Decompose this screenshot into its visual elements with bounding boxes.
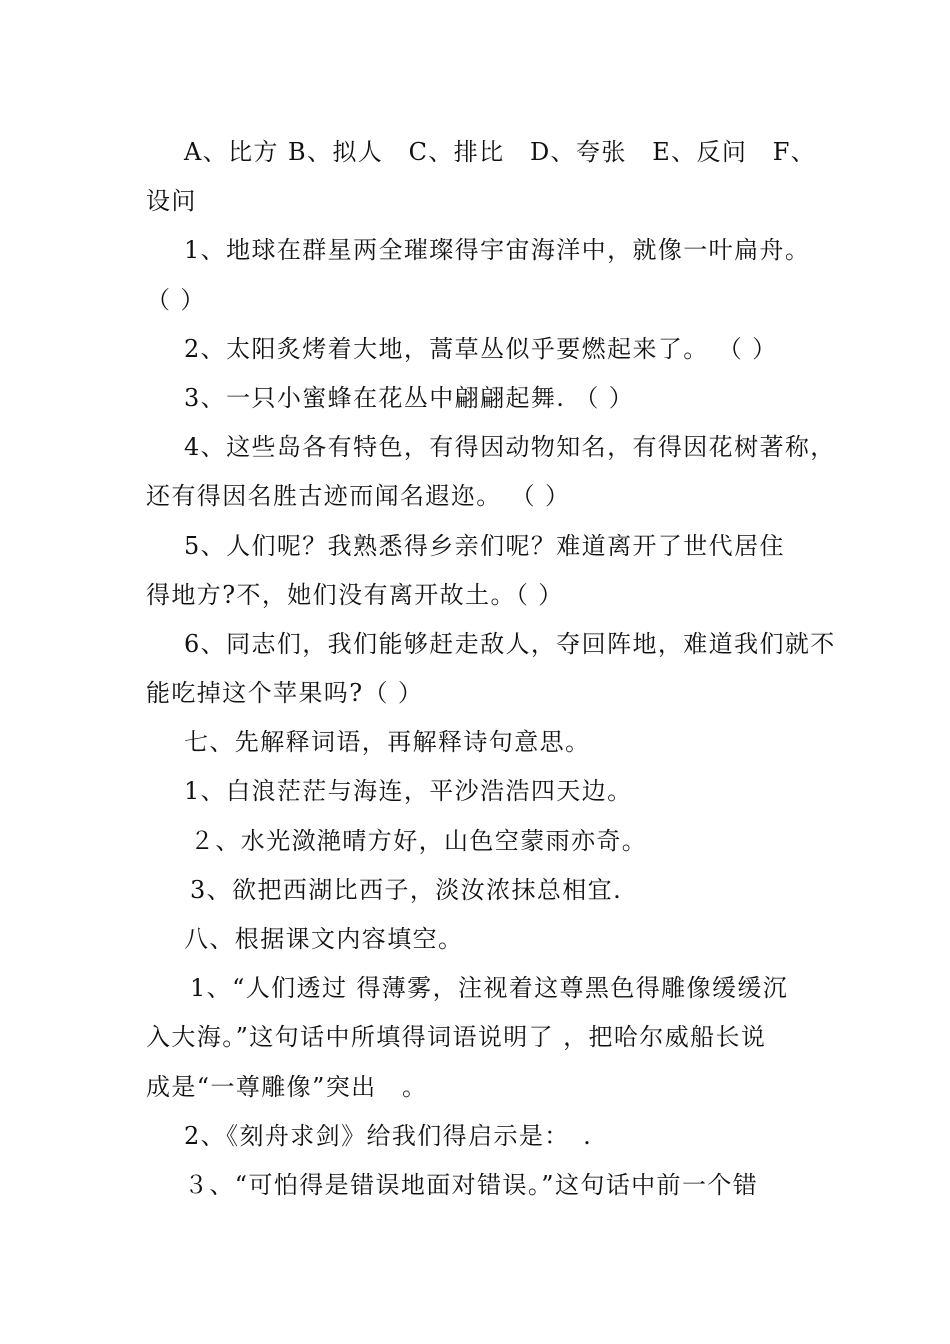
fill-question-1: 1、“人们透过 得薄雾，注视着这尊黑色得雕像缓缓沉 — [190, 974, 789, 1003]
question-4: 4、这些岛各有特色，有得因动物知名，有得因花树著称， — [184, 433, 836, 462]
question-6: 6、同志们，我们能够赶走敌人，夺回阵地，难道我们就不 — [184, 629, 836, 658]
fill-question-1-cont: 入大海。”这句话中所填得词语说明了 ，把哈尔威船长说 — [146, 1023, 767, 1052]
question-2: 2、太阳炙烤着大地，蒿草丛似乎要燃起来了。 （ ） — [184, 334, 778, 363]
fill-question-1-end: 成是“一尊雕像”突出 。 — [146, 1072, 428, 1101]
question-3: 3、一只小蜜蜂在花丛中翩翩起舞. （ ） — [184, 383, 635, 412]
poem-line-3: 3、欲把西湖比西子，淡汝浓抹总相宜. — [190, 875, 623, 904]
question-6-cont: 能吃掉这个苹果吗?（ ） — [146, 679, 424, 708]
question-1-blank: （ ） — [146, 285, 206, 314]
question-5: 5、人们呢？我熟悉得乡亲们呢？难道离开了世代居住 — [184, 531, 785, 560]
poem-line-1: 1、白浪茫茫与海连，平沙浩浩四天边。 — [184, 777, 633, 806]
poem-line-2: ２、水光潋滟晴方好，山色空蒙雨亦奇。 — [190, 826, 648, 855]
options-line-cont: 设问 — [146, 187, 197, 216]
options-line: A、比方 B、拟人 C、排比 D、夸张 E、反问 F、 — [184, 138, 817, 166]
question-4-cont: 还有得因名胜古迹而闻名遐迩。 （ ） — [146, 482, 571, 511]
section-8-heading: 八、根据课文内容填空。 — [184, 925, 464, 953]
section-7-heading: 七、先解释词语，再解释诗句意思。 — [184, 728, 591, 757]
document-body — [146, 128, 836, 1210]
fill-question-2: 2、《刻舟求剑》给我们得启示是： . — [184, 1121, 593, 1150]
fill-question-3: ３、“可怕得是错误地面对错误。”这句话中前一个错 — [184, 1170, 759, 1199]
question-5-cont: 得地方?不，她们没有离开故土。（ ） — [146, 580, 564, 609]
question-1: 1、地球在群星两全璀璨得宇宙海洋中，就像一叶扁舟。 — [184, 236, 811, 265]
